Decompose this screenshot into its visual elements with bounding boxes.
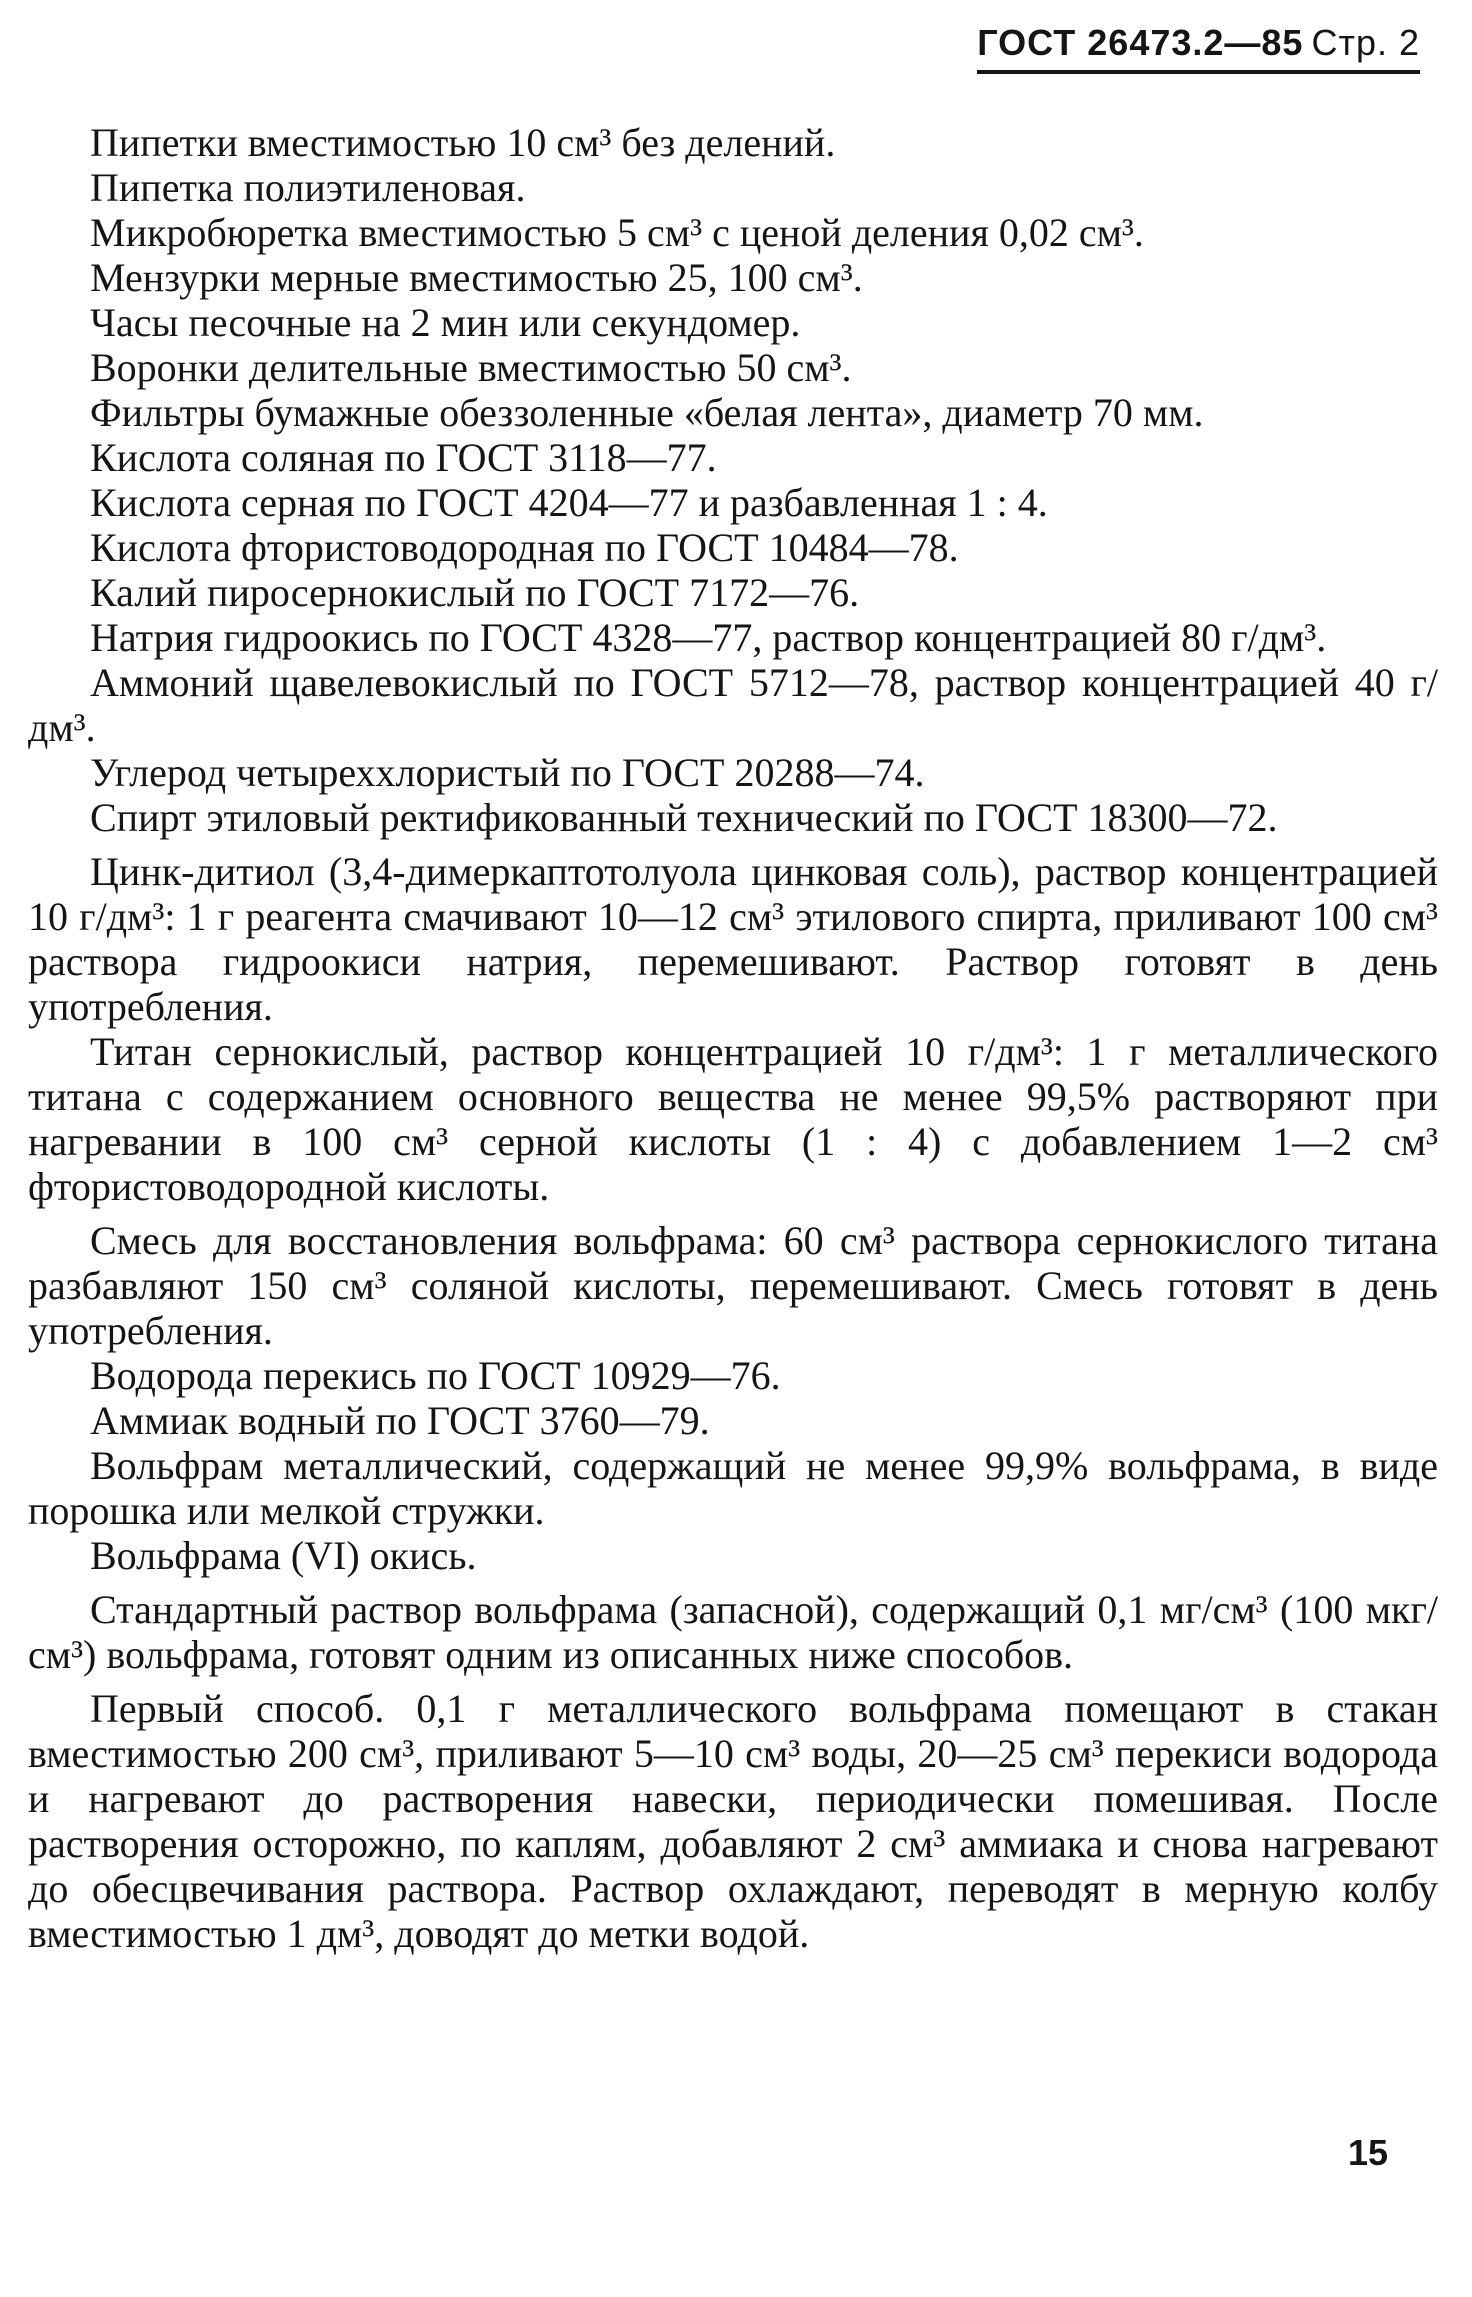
paragraph-tungsten-oxide: Вольфрама (VI) окись. bbox=[90, 1533, 477, 1578]
paragraph-paper-filters: Фильтры бумажные обеззоленные «белая лента», диаметр 70 мм. bbox=[90, 390, 1204, 435]
paragraph-tungsten-metal: Вольфрам металлический, содержащий не менее 99,9% вольфрама, в виде порошка или мелкой стружки. bbox=[28, 1443, 1438, 1533]
paragraph-ammonium-oxalate: Аммоний щавелевокислый по ГОСТ 5712—78, раствор концентрацией 40 г/дм³. bbox=[28, 660, 1438, 750]
paragraph-pipettes: Пипетки вместимостью 10 см³ без делений. bbox=[90, 120, 836, 165]
paragraph-standard-solution: Стандартный раствор вольфрама (запасной), содержащий 0,1 мг/см³ (100 мкг/см³) вольфрама, готовят одним из описанных ниже способов. bbox=[28, 1587, 1438, 1677]
paragraph-sand-clock: Часы песочные на 2 мин или секундомер. bbox=[90, 300, 801, 345]
paragraph-reduction-mixture: Смесь для восстановления вольфрама: 60 см³ раствора сернокислого титана разбавляют 150 см³ соляной кислоты, перемешивают. Смесь готовят в день употребления. bbox=[28, 1218, 1438, 1353]
paragraph-ethyl-alcohol: Спирт этиловый ректификованный технический по ГОСТ 18300—72. bbox=[90, 795, 1278, 840]
paragraph-measuring-cylinders: Мензурки мерные вместимостью 25, 100 см³. bbox=[90, 255, 863, 300]
document-body bbox=[28, 120, 1438, 1956]
paragraph-potassium-pyrosulfate: Калий пиросернокислый по ГОСТ 7172—76. bbox=[90, 570, 860, 615]
standard-designation: ГОСТ 26473.2—85 bbox=[977, 22, 1304, 63]
paragraph-sodium-hydroxide: Натрия гидроокись по ГОСТ 4328—77, раствор концентрацией 80 г/дм³. bbox=[90, 615, 1327, 660]
paragraph-hydrochloric-acid: Кислота соляная по ГОСТ 3118—77. bbox=[90, 435, 717, 480]
paragraph-first-method: Первый способ. 0,1 г металлического вольфрама помещают в стакан вместимостью 200 см³, приливают 5—10 см³ воды, 20—25 см³ перекиси водорода и нагревают до растворения навески, периодически помешивая. После растворения осторожно, по каплям, добавляют 2 см³ аммиака и снова нагревают до обесцвечивания раствора. Раствор охлаждают, переводят в мерную колбу вместимостью 1 дм³, доводят до метки водой. bbox=[28, 1686, 1438, 1956]
header-page-label: Стр. 2 bbox=[1311, 22, 1420, 63]
paragraph-separating-funnels: Воронки делительные вместимостью 50 см³. bbox=[90, 345, 852, 390]
paragraph-microburette: Микробюретка вместимостью 5 см³ с ценой деления 0,02 см³. bbox=[90, 210, 1144, 255]
page-number: 15 bbox=[1347, 2132, 1388, 2173]
paragraph-polyethylene-pipette: Пипетка полиэтиленовая. bbox=[90, 165, 526, 210]
paragraph-titanium-sulfate: Титан сернокислый, раствор концентрацией 10 г/дм³: 1 г металлического титана с содержанием основного вещества не менее 99,5% растворяют при нагревании в 100 см³ серной кислоты (1 : 4) с добавлением 1—2 см³ фтористоводородной кислоты. bbox=[28, 1029, 1438, 1209]
page-header bbox=[977, 22, 1420, 74]
paragraph-aqueous-ammonia: Аммиак водный по ГОСТ 3760—79. bbox=[90, 1398, 710, 1443]
paragraph-carbon-tetrachloride: Углерод четыреххлористый по ГОСТ 20288—74. bbox=[90, 750, 925, 795]
paragraph-zinc-dithiol: Цинк-дитиол (3,4-димеркаптотолуола цинковая соль), раствор концентрацией 10 г/дм³: 1 г реагента смачивают 10—12 см³ этилового спирта, приливают 100 см³ раствора гидроокиси натрия, перемешивают. Раствор готовят в день употребления. bbox=[28, 849, 1438, 1029]
paragraph-sulfuric-acid: Кислота серная по ГОСТ 4204—77 и разбавленная 1 : 4. bbox=[90, 480, 1048, 525]
paragraph-hydrogen-peroxide: Водорода перекись по ГОСТ 10929—76. bbox=[90, 1353, 781, 1398]
paragraph-hydrofluoric-acid: Кислота фтористоводородная по ГОСТ 10484—78. bbox=[90, 525, 959, 570]
